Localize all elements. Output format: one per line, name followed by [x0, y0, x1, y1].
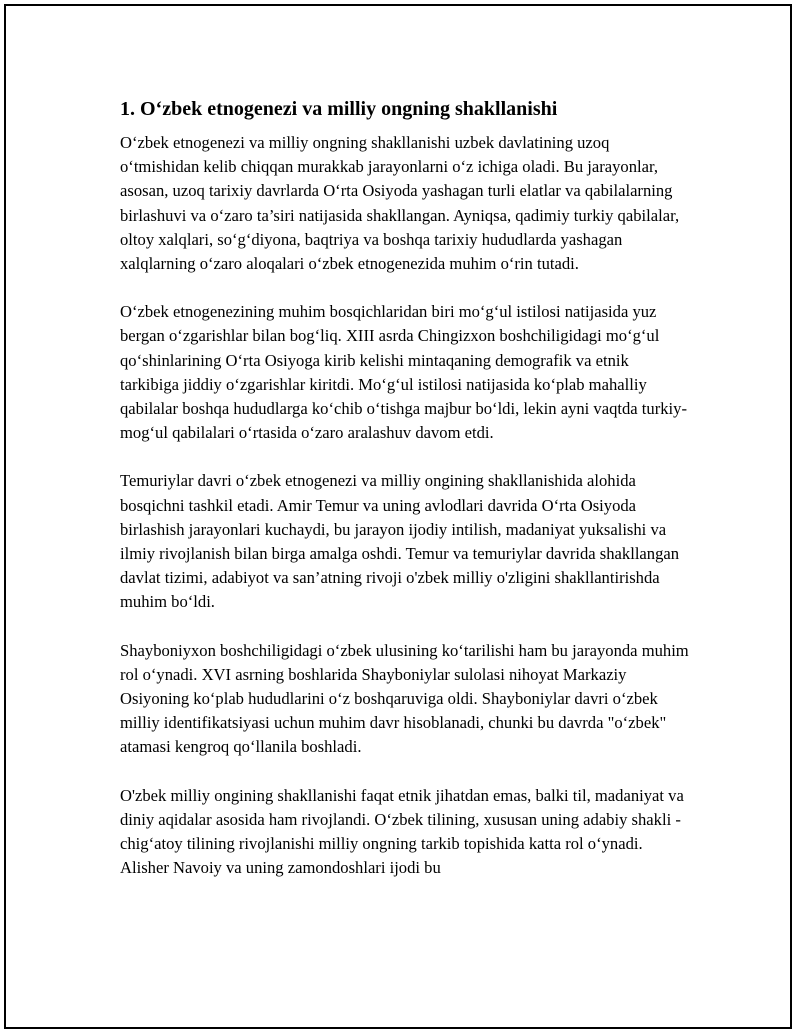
- document-page: [4, 4, 792, 1029]
- paragraph-2: O‘zbek etnogenezining muhim bosqichlaridan biri mo‘g‘ul istilosi natijasida yuz bergan o‘zgarishlar bilan bog‘liq. XIII asrda Chingizxon boshchiligidagi mo‘g‘ul qo‘shinlarining O‘rta Osiyoga kirib kelishi mintaqaning demografik va etnik tarkibiga jiddiy o‘zgarishlar kiritdi. Mo‘g‘ul istilosi natijasida ko‘plab mahalliy qabilalar boshqa hududlarga ko‘chib o‘tishga majbur bo‘ldi, lekin ayni vaqtda turkiy-mog‘ul qabilalari o‘rtasida o‘zaro aralashuv davom etdi.: [120, 302, 687, 443]
- paragraph-3: Temuriylar davri o‘zbek etnogenezi va milliy ongining shakllanishida alohida bosqichni tashkil etadi. Amir Temur va uning avlodlari davrida O‘rta Osiyoda birlashish jarayonlari kuchaydi, bu jarayon ijodiy intilish, madaniyat yuksalishi va ilmiy rivojlanish bilan birga amalga oshdi. Temur va temuriylar davrida shakllangan davlat tizimi, adabiyot va san’atning rivoji o'zbek milliy o'zligini shakllantirishda muhim bo‘ldi.: [120, 471, 680, 612]
- document-body: [120, 96, 690, 904]
- paragraph-1: O‘zbek etnogenezi va milliy ongning shakllanishi uzbek davlatining uzoq o‘tmishidan kelib chiqqan murakkab jarayonlarni o‘z ichiga oladi. Bu jarayonlar, asosan, uzoq tarixiy davrlarda O‘rta Osiyoda yashagan turli elatlar va qabilalarning birlashuvi va o‘zaro ta’siri natijasida shakllangan. Ayniqsa, qadimiy turkiy qabilalar, oltoy xalqlari, so‘g‘diyona, baqtriya va boshqa tarixiy hududlarda yashagan xalqlarning o‘zaro aloqalari o‘zbek etnogenezida muhim o‘rin tutadi.: [120, 133, 680, 274]
- section-heading: 1. O‘zbek etnogenezi va milliy ongning shakllanishi: [120, 98, 558, 120]
- paragraph-4: Shayboniyxon boshchiligidagi o‘zbek ulusining ko‘tarilishi ham bu jarayonda muhim rol o‘ynadi. XVI asrning boshlarida Shayboniylar sulolasi nihoyat Markaziy Osiyoning ko‘plab hududlarini o‘z boshqaruviga oldi. Shayboniylar davri o‘zbek milliy identifikatsiyasi uchun muhim davr hisoblanadi, chunki bu davrda "o‘zbek" atamasi kengroq qo‘llanila boshladi.: [120, 640, 689, 757]
- paragraph-5: O'zbek milliy ongining shakllanishi faqat etnik jihatdan emas, balki til, madaniyat va diniy aqidalar asosida ham rivojlandi. O‘zbek tilining, xususan uning adabiy shakli - chig‘atoy tilining rivojlanishi milliy ongning tarkib topishida katta rol o‘ynadi. Alisher Navoiy va uning zamondoshlari ijodi bu: [120, 785, 684, 878]
